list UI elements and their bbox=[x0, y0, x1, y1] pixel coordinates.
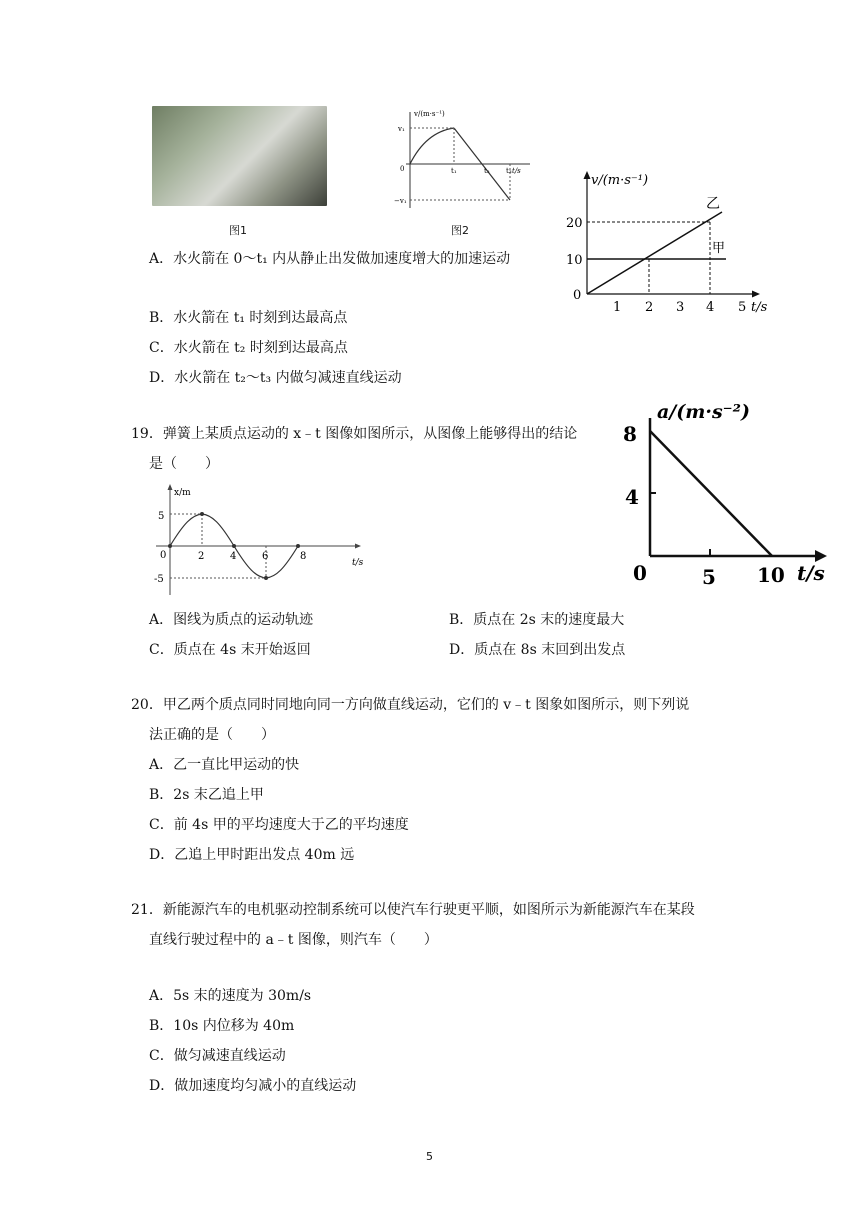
xt-x-arrow bbox=[355, 544, 361, 549]
xt-tick-0: 0 bbox=[160, 550, 167, 561]
q18-option-b: B．水火箭在 t₁ 时刻到达最高点 bbox=[149, 310, 348, 326]
vt-tick-x5: 5 bbox=[738, 300, 747, 315]
vt-ylabel: v/(m·s⁻¹) bbox=[591, 173, 649, 188]
xt-y-arrow bbox=[168, 484, 173, 490]
q18-option-c: C．水火箭在 t₂ 时刻到达最高点 bbox=[149, 340, 348, 356]
xt-tick-x6: 6 bbox=[262, 551, 269, 562]
at-xlabel: t/s bbox=[797, 561, 825, 585]
at-tick-4: 4 bbox=[625, 485, 639, 509]
at-tick-8: 8 bbox=[623, 422, 637, 446]
vt-label-yi: 乙 bbox=[706, 196, 720, 212]
xt-point-6 bbox=[264, 576, 268, 580]
q19-option-b: B．质点在 2s 末的速度最大 bbox=[449, 612, 625, 628]
q19-option-c: C．质点在 4s 末开始返回 bbox=[149, 642, 311, 658]
fig2-tick-v1: v₁ bbox=[398, 125, 405, 133]
vt-tick-10: 10 bbox=[566, 253, 583, 268]
q20-stem-line2: 法正确的是（ ） bbox=[149, 727, 275, 743]
vt-xlabel: t/s bbox=[751, 300, 768, 315]
vt-tick-0: 0 bbox=[573, 288, 582, 303]
fig2-tick-t3: t₃ bbox=[506, 167, 512, 175]
fig1-caption: 图1 bbox=[229, 224, 247, 237]
q18-option-a: A．水火箭在 0～t₁ 内从静止出发做加速度增大的加速运动 bbox=[149, 251, 511, 267]
q21-option-a: A．5s 末的速度为 30m/s bbox=[149, 988, 312, 1004]
at-tick-5: 5 bbox=[702, 565, 716, 589]
vt-y-arrow bbox=[584, 171, 591, 179]
q20-option-a: A．乙一直比甲运动的快 bbox=[149, 757, 300, 773]
xt-tick-x2: 2 bbox=[198, 551, 205, 562]
q21-option-d: D．做加速度均匀减小的直线运动 bbox=[149, 1078, 357, 1094]
vt-tick-x3: 3 bbox=[676, 300, 685, 315]
fig2-tick-t2: t₂ bbox=[484, 167, 490, 175]
at-tick-10: 10 bbox=[757, 563, 785, 587]
water-rocket-photo bbox=[152, 106, 327, 206]
vt-graph-jia-yi bbox=[560, 168, 790, 318]
xt-tick-5: 5 bbox=[158, 511, 165, 522]
fig2-xlabel: t/s bbox=[512, 167, 521, 175]
q20-option-d: D．乙追上甲时距出发点 40m 远 bbox=[149, 847, 355, 863]
fig2-origin: 0 bbox=[400, 165, 405, 173]
q18-option-d: D．水火箭在 t₂～t₃ 内做匀减速直线运动 bbox=[149, 370, 402, 386]
xt-graph bbox=[152, 483, 382, 598]
fig2-caption: 图2 bbox=[451, 224, 469, 237]
fig2-vt-sketch bbox=[392, 104, 542, 216]
vt-tick-20: 20 bbox=[566, 216, 583, 231]
xt-point-2 bbox=[200, 512, 204, 516]
at-ylabel: a/(m·s⁻²) bbox=[657, 401, 750, 423]
vt-line-yi bbox=[587, 212, 722, 294]
fig2-tick-t1: t₁ bbox=[451, 167, 457, 175]
xt-ylabel: x/m bbox=[174, 488, 191, 498]
q20-option-c: C．前 4s 甲的平均速度大于乙的平均速度 bbox=[149, 817, 409, 833]
xt-tick-neg5: -5 bbox=[154, 574, 164, 585]
xt-point-4 bbox=[232, 544, 236, 548]
fig2-ylabel: v/(m·s⁻¹) bbox=[414, 110, 445, 118]
q19-stem-line2: 是（ ） bbox=[149, 456, 219, 472]
fig2-curve-rise bbox=[410, 128, 454, 164]
q21-option-c: C．做匀减速直线运动 bbox=[149, 1048, 286, 1064]
q21-option-b: B．10s 内位移为 40m bbox=[149, 1018, 295, 1034]
page-number: 5 bbox=[426, 1150, 433, 1163]
at-tick-0: 0 bbox=[633, 561, 647, 585]
at-graph bbox=[615, 388, 840, 593]
q19-option-a: A．图线为质点的运动轨迹 bbox=[149, 612, 314, 628]
q19-stem-line1: 19．弹簧上某质点运动的 x﹣t 图像如图所示，从图像上能够得出的结论 bbox=[131, 426, 578, 442]
vt-tick-x1: 1 bbox=[613, 300, 622, 315]
q21-stem-line2: 直线行驶过程中的 a﹣t 图像，则汽车（ ） bbox=[149, 932, 438, 948]
xt-tick-x4: 4 bbox=[230, 551, 237, 562]
fig2-tick-negv1: −v₁ bbox=[394, 197, 407, 205]
q20-stem-line1: 20．甲乙两个质点同时同地向同一方向做直线运动，它们的 v﹣t 图象如图所示，则下列说 bbox=[131, 697, 690, 713]
xt-xlabel: t/s bbox=[352, 558, 364, 568]
q19-option-d: D．质点在 8s 末回到出发点 bbox=[449, 642, 626, 658]
q21-stem-line1: 21．新能源汽车的电机驱动控制系统可以使汽车行驶更平顺，如图所示为新能源汽车在某段 bbox=[131, 902, 695, 918]
xt-point-0 bbox=[168, 544, 172, 548]
at-line bbox=[650, 431, 772, 556]
xt-point-8 bbox=[296, 544, 300, 548]
q20-option-b: B．2s 末乙追上甲 bbox=[149, 787, 264, 803]
vt-x-arrow bbox=[752, 291, 760, 298]
vt-label-jia: 甲 bbox=[712, 241, 726, 256]
vt-tick-x2: 2 bbox=[645, 300, 654, 315]
xt-tick-x8: 8 bbox=[300, 551, 307, 562]
vt-tick-x4: 4 bbox=[706, 300, 715, 315]
